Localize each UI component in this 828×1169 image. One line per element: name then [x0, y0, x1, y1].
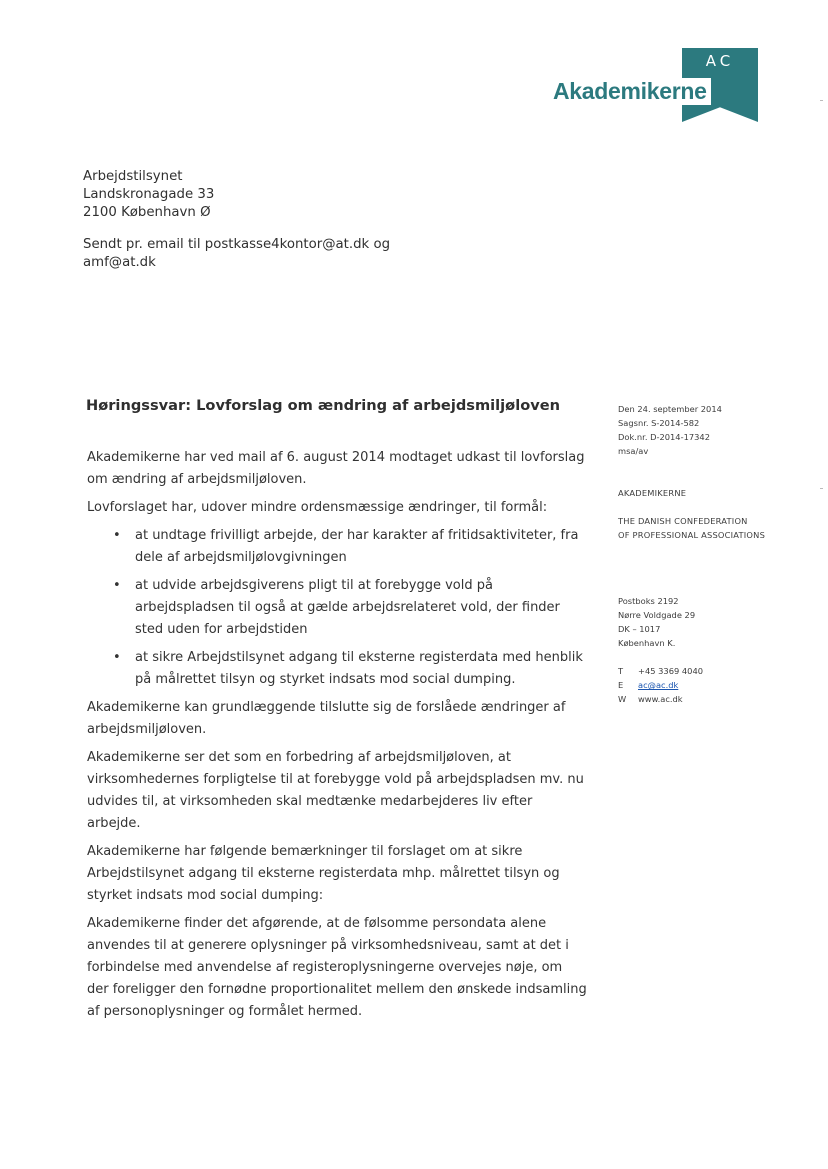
web-row — [618, 692, 703, 706]
contact-block — [618, 664, 703, 706]
sent-note — [83, 236, 390, 272]
meta-initials: msa/av — [618, 446, 649, 456]
recipient-address — [83, 168, 214, 222]
letter-body — [87, 447, 587, 1029]
purpose-list — [87, 525, 587, 691]
email-label: E — [618, 680, 624, 690]
org-en-line: OF PROFESSIONAL ASSOCIATIONS — [618, 530, 766, 540]
paragraph: Akademikerne har ved mail af 6. august 2014 modtaget udkast til lovforslag om ændring af arbejdsmiljøloven. — [87, 450, 585, 487]
postal-address — [618, 594, 695, 650]
logo-short: AC — [705, 52, 735, 70]
phone-row — [618, 664, 703, 678]
subject-heading: Høringssvar: Lovforslag om ændring af arbejdsmiljøloven — [86, 397, 561, 414]
logo-name: Akademikerne — [553, 78, 711, 105]
postal-street: Nørre Voldgade 29 — [618, 610, 696, 620]
paragraph: Akademikerne finder det afgørende, at de følsomme persondata alene anvendes til at generere oplysninger på virksomhedsniveau, samt at det i forbindelse med anvendelse af registeroplysningerne overvejes nøje, om der foreligger den fornødne proportionalitet mellem den ønskede indsamling af personoplysninger og formålet hermed. — [87, 916, 587, 1019]
sent-note-line: Sendt pr. email til postkasse4kontor@at.dk og — [83, 237, 391, 252]
org-en-line: THE DANISH CONFEDERATION — [618, 516, 748, 526]
paragraph: Lovforslaget har, udover mindre ordensmæssige ændringer, til formål: — [87, 500, 548, 515]
recipient-line: Landskronagade 33 — [83, 187, 215, 202]
meta-case-no: Sagsnr. S-2014-582 — [618, 418, 700, 428]
email-link[interactable]: ac@ac.dk — [638, 680, 679, 690]
org-name: AKADEMIKERNE — [618, 488, 687, 498]
phone-value: +45 3369 4040 — [638, 666, 704, 676]
paragraph: Akademikerne kan grundlæggende tilslutte sig de forslåede ændringer af arbejdsmiljøloven. — [87, 700, 566, 737]
web-value: www.ac.dk — [638, 694, 683, 704]
list-item: • at udvide arbejdsgiverens pligt til at forebygge vold på arbejdspladsen til også at gælde arbejdsrelateret vold, der finder sted uden for arbejdstiden — [113, 575, 587, 641]
spacer — [618, 500, 765, 514]
postal-box: Postboks 2192 — [618, 596, 679, 606]
paragraph: Akademikerne har følgende bemærkninger til forslaget om at sikre Arbejdstilsynet adgang til eksterne registerdata mhp. målrettet tilsyn og styrket indsats mod social dumping: — [87, 844, 560, 903]
scan-mark — [820, 488, 823, 489]
recipient-line: 2100 København Ø — [83, 205, 211, 220]
list-item: • at sikre Arbejdstilsynet adgang til eksterne registerdata med henblik på målrettet tilsyn og styrket indsats mod social dumping. — [113, 647, 587, 691]
postal-zip: DK – 1017 — [618, 624, 661, 634]
document-meta — [618, 402, 722, 458]
paragraph: Akademikerne ser det som en forbedring af arbejdsmiljøloven, at virksomhedernes forpligtelse til at forebygge vold på arbejdspladsen mv. nu udvides til, at virksomheden skal medtænke medarbejderes liv efter arbejde. — [87, 750, 584, 831]
sent-note-line: amf@at.dk — [83, 255, 156, 270]
list-item: • at undtage frivilligt arbejde, der har karakter af fritidsaktiviteter, fra dele af arbejdsmiljølovgivningen — [113, 525, 587, 569]
postal-city: København K. — [618, 638, 676, 648]
meta-date: Den 24. september 2014 — [618, 404, 722, 414]
web-label: W — [618, 694, 627, 704]
meta-doc-no: Dok.nr. D-2014-17342 — [618, 432, 710, 442]
email-row — [618, 678, 703, 692]
phone-label: T — [618, 666, 624, 676]
recipient-line: Arbejdstilsynet — [83, 169, 183, 184]
scan-mark — [820, 100, 823, 101]
organisation-block — [618, 486, 765, 542]
